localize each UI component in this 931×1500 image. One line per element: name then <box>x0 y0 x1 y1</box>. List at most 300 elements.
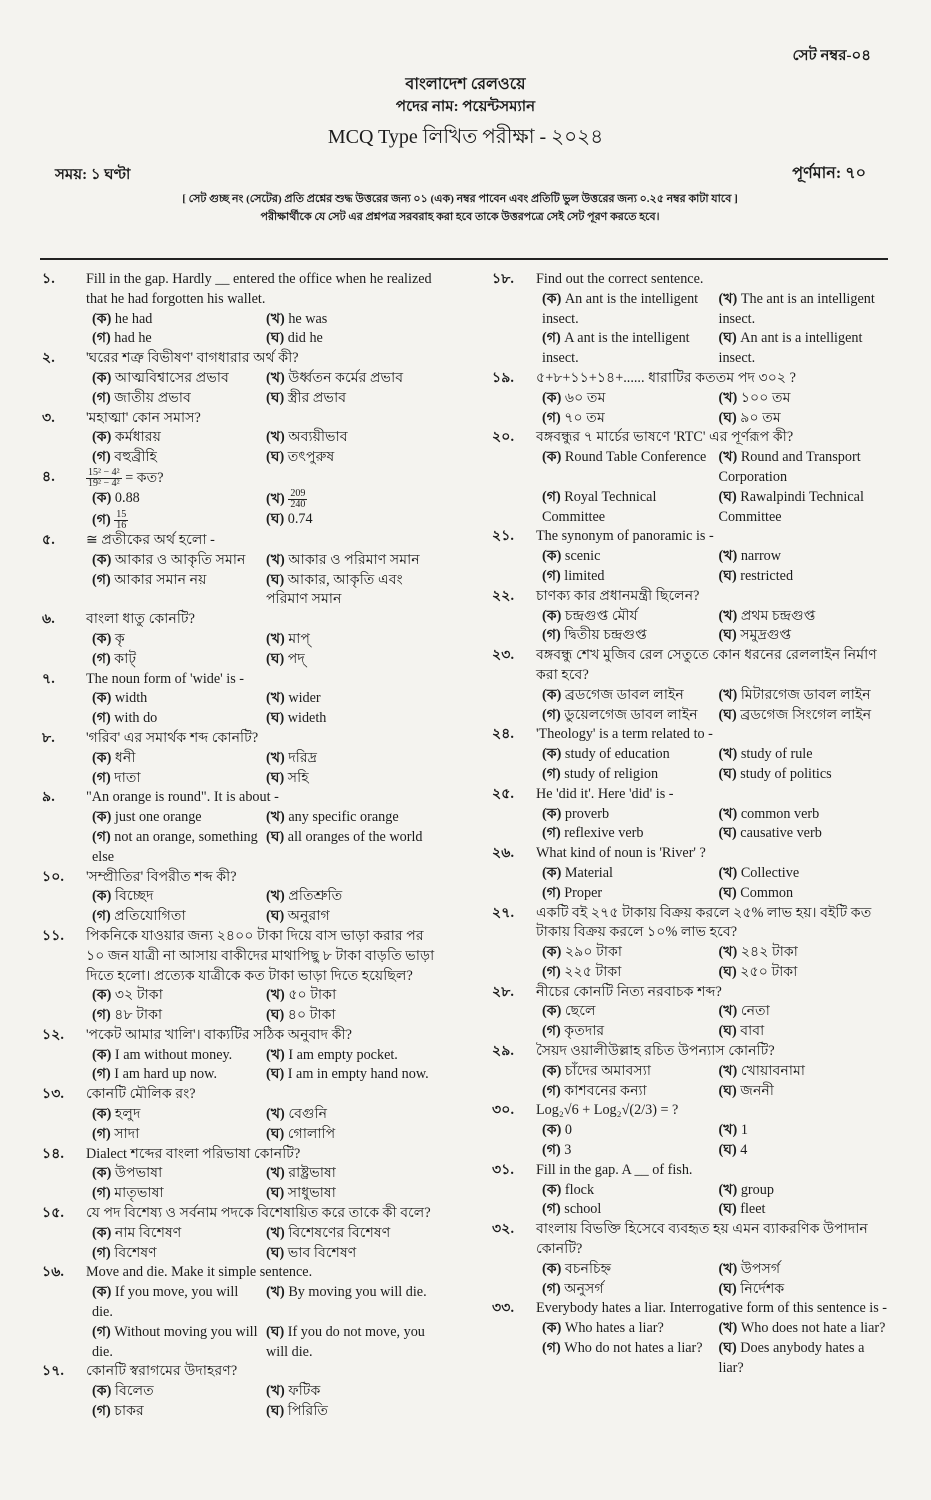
question-number: ১৫. <box>42 1205 64 1222</box>
option-text: did he <box>287 330 323 347</box>
option-grid <box>86 428 440 468</box>
option-label: (ঘ) <box>718 825 737 842</box>
option-label: (ক) <box>92 369 112 386</box>
answer-option <box>92 329 266 349</box>
option-label: (ঘ) <box>266 1323 285 1340</box>
answer-option <box>266 1224 440 1244</box>
option-text: Proper <box>564 884 603 901</box>
question-number: ২৪. <box>492 726 514 743</box>
option-label: (গ) <box>92 1007 111 1024</box>
answer-option <box>266 769 440 789</box>
answer-option <box>719 884 896 904</box>
option-text: জননী <box>740 1082 774 1099</box>
question-number: ১৭. <box>42 1363 64 1380</box>
option-text: An ant is the intelligent insect. <box>542 290 699 327</box>
question-text: পিকনিকে যাওয়ার জন্য ২৪০০ টাকা দিয়ে বাস ভাড়া করার পর ১০ জন যাত্রী না আসায় বাকীদের মাথাপিছু ৮ টাকা বাড়তি ভাড়া দিতে হলো। প্রত্যেক যাত্রীকে কত টাকা ভাড়া দিতে হয়েছিল? <box>86 927 435 984</box>
question-number: ২৫. <box>492 785 514 802</box>
option-text: Who does not hate a liar? <box>740 1320 886 1337</box>
answer-option <box>266 828 440 868</box>
question-number: ১৮. <box>492 271 514 287</box>
question-column-right <box>490 270 895 1379</box>
answer-option <box>719 686 896 706</box>
option-text: তৎপুরুষ <box>287 449 335 466</box>
question-text: "An orange is round". It is about - <box>86 789 279 806</box>
answer-option <box>542 824 719 844</box>
option-label: (ক) <box>92 987 112 1004</box>
answer-option <box>266 630 440 650</box>
option-grid <box>86 808 440 867</box>
option-text: পদ্ <box>287 650 305 667</box>
answer-option <box>92 389 266 409</box>
question-text: যে পদ বিশেষ্য ও সর্বনাম পদকে বিশেষায়িত করে তাকে কী বলে? <box>86 1205 431 1222</box>
option-label: (গ) <box>542 1201 561 1218</box>
answer-option <box>266 310 440 330</box>
option-text: The ant is an intelligent insect. <box>718 290 875 327</box>
answer-option <box>542 409 719 429</box>
answer-option <box>719 1181 896 1201</box>
option-text: study of politics <box>740 765 832 782</box>
option-label: (গ) <box>92 1125 111 1142</box>
question-text: What kind of noun is 'River' ? <box>536 845 706 862</box>
option-text: ৯০ তম <box>740 409 781 426</box>
option-label: (ক) <box>542 449 562 466</box>
fraction-denominator: 16 <box>116 519 127 531</box>
option-text: study of religion <box>564 765 659 782</box>
option-text: Who do not hates a liar? <box>564 1340 703 1357</box>
answer-option <box>92 1402 266 1422</box>
answer-option <box>542 1181 719 1201</box>
option-grid <box>86 369 440 409</box>
option-text: not an orange, something else <box>92 828 258 865</box>
answer-option <box>92 1006 266 1026</box>
option-text: Without moving you will die. <box>92 1323 258 1360</box>
answer-option <box>266 510 440 531</box>
option-label: (গ) <box>92 1066 111 1083</box>
option-label: (ক) <box>92 310 112 327</box>
option-label: (ঘ) <box>266 1125 285 1142</box>
answer-option <box>92 1323 266 1363</box>
answer-option <box>92 1244 266 1264</box>
option-text: উপসর্গ <box>740 1260 781 1277</box>
answer-option <box>542 626 719 646</box>
answer-option <box>266 986 440 1006</box>
option-text: সমুদ্রগুপ্ত <box>740 627 792 644</box>
answer-option <box>542 864 719 884</box>
option-grid <box>536 607 895 647</box>
answer-option <box>92 551 266 571</box>
question-number: ২২. <box>492 587 514 604</box>
option-text: কৃতদার <box>564 1023 605 1040</box>
answer-option <box>719 824 896 844</box>
option-text: ডুয়েলগেজ ডাবল লাইন <box>564 706 698 723</box>
option-text: flock <box>564 1181 595 1198</box>
answer-option <box>542 686 719 706</box>
answer-option <box>92 1105 266 1125</box>
answer-option <box>542 547 719 567</box>
option-text: ছেলে <box>564 1003 596 1020</box>
answer-option <box>719 963 896 983</box>
option-text: প্রতিশ্রুতি <box>288 888 343 905</box>
option-label: (ক) <box>542 746 562 763</box>
question-text: 'মহাত্মা' কোন সমাস? <box>86 409 201 426</box>
option-label: (খ) <box>718 389 738 406</box>
option-text: ৩২ টাকা <box>114 987 163 1004</box>
option-label: (ঘ) <box>718 1082 737 1099</box>
question-item <box>40 788 440 867</box>
answer-option <box>266 1382 440 1402</box>
option-text: ৭০ তম <box>564 409 605 426</box>
question-number: ৪. <box>42 468 55 485</box>
option-text: বিশেষণের বিশেষণ <box>288 1224 391 1241</box>
option-label: (ক) <box>542 1062 562 1079</box>
option-label: (ঘ) <box>718 409 737 426</box>
option-text: ফটিক <box>288 1383 321 1400</box>
question-text: 'পকেট আমার খালি'। বাক্যটির সঠিক অনুবাদ কী? <box>86 1026 352 1043</box>
answer-option <box>92 689 266 709</box>
answer-option <box>92 650 266 670</box>
set-number: সেট নম্বর-০৪ <box>792 48 871 64</box>
question-number: ৮. <box>42 729 55 746</box>
option-label: (ক) <box>92 1046 112 1063</box>
question-item <box>40 531 440 610</box>
option-label: (ঘ) <box>266 650 285 667</box>
option-label: (ঘ) <box>718 488 737 505</box>
answer-option <box>542 1260 719 1280</box>
option-text: দাতা <box>114 769 141 786</box>
option-text: উপভাষা <box>114 1165 163 1182</box>
answer-option <box>719 765 896 785</box>
exam-title: MCQ Type লিখিত পরীক্ষা - ২০২৪ <box>327 126 604 148</box>
option-text: just one orange <box>114 809 202 826</box>
answer-option <box>92 986 266 1006</box>
question-number: ১৬. <box>42 1264 64 1281</box>
option-grid <box>536 1181 895 1221</box>
question-text: বাংলা ধাতু কোনটি? <box>86 611 195 628</box>
option-grid <box>536 805 895 845</box>
answer-option <box>719 389 896 409</box>
option-label: (খ) <box>266 369 285 386</box>
question-number: ৩. <box>42 409 55 426</box>
option-text: ২৪২ টাকা <box>740 944 798 961</box>
option-text: ভাব বিশেষণ <box>287 1244 357 1261</box>
option-label: (খ) <box>266 429 285 446</box>
answer-option <box>266 709 440 729</box>
question-number: ১১. <box>42 927 64 944</box>
option-fraction <box>114 510 128 531</box>
option-text: Round and Transport Corporation <box>718 449 861 485</box>
question-item <box>490 1101 895 1160</box>
question-number: ২৭. <box>492 904 514 921</box>
answer-option <box>719 1062 896 1082</box>
option-grid <box>536 1121 895 1161</box>
option-fraction <box>288 489 307 510</box>
option-label: (গ) <box>92 1323 111 1340</box>
answer-option <box>542 745 719 765</box>
option-text: group <box>740 1181 774 1198</box>
option-text: I am hard up now. <box>114 1066 217 1083</box>
question-item <box>40 1026 440 1085</box>
option-grid <box>86 1382 440 1422</box>
full-marks: পূর্ণমান: ৭০ <box>792 165 866 182</box>
option-label: (ক) <box>92 551 112 568</box>
option-text: restricted <box>740 567 794 584</box>
question-item <box>490 270 895 369</box>
option-text: he had <box>114 310 153 327</box>
option-text: common verb <box>740 805 820 822</box>
option-text: wider <box>288 690 321 707</box>
option-text: By moving you will die. <box>288 1284 427 1301</box>
answer-option <box>542 329 719 369</box>
instruction-line: পরীক্ষার্থীকে যে সেট এর প্রশ্নপত্র সরবরাহ করা হবে তাকে উত্তরপত্রে সেই সেট পূরণ করতে হবে। <box>260 211 660 223</box>
option-text: দরিদ্র <box>288 749 318 766</box>
question-text: ৫+৮+১১+১৪+...... ধারাটির কততম পদ ৩০২ ? <box>536 369 796 386</box>
option-text: কর্মধারয় <box>114 429 161 446</box>
option-grid <box>536 547 895 587</box>
option-text: অনুরাগ <box>287 908 330 925</box>
answer-option <box>266 1323 440 1363</box>
option-label: (খ) <box>266 749 285 766</box>
option-label: (খ) <box>718 944 738 961</box>
answer-option <box>92 489 266 510</box>
option-text: school <box>564 1201 602 1218</box>
option-text: আকার, আকৃতি এবং পরিমাণ সমান <box>266 571 403 608</box>
answer-option <box>542 1339 719 1379</box>
option-label: (গ) <box>92 330 111 347</box>
option-grid <box>536 686 895 726</box>
answer-option <box>92 571 266 611</box>
question-item <box>490 785 895 844</box>
answer-option <box>266 1244 440 1264</box>
option-text: ৫০ টাকা <box>288 987 337 1004</box>
option-text: দ্বিতীয় চন্দ্রগুপ্ত <box>564 627 647 644</box>
option-label: (গ) <box>542 409 561 426</box>
option-text: প্রতিযোগিতা <box>114 908 186 925</box>
answer-option <box>92 448 266 468</box>
option-label: (ঘ) <box>718 330 737 347</box>
option-text: 3 <box>564 1142 572 1159</box>
fraction-numerator: 15 <box>116 508 127 520</box>
option-label: (গ) <box>542 1023 561 1040</box>
answer-option <box>92 1184 266 1204</box>
answer-option <box>542 1082 719 1102</box>
answer-option <box>266 551 440 571</box>
question-text: Everybody hates a liar. Interrogative form of this sentence is - <box>536 1300 888 1317</box>
option-label: (ক) <box>542 389 562 406</box>
option-label: (ঘ) <box>266 1244 285 1261</box>
option-text: I am in empty hand now. <box>287 1066 429 1083</box>
question-number: ২. <box>42 350 55 367</box>
answer-option <box>266 1065 440 1085</box>
option-label: (খ) <box>718 1260 738 1277</box>
option-text: ৪০ টাকা <box>287 1007 336 1024</box>
option-label: (খ) <box>266 690 285 707</box>
question-item <box>490 428 895 527</box>
question-number: ২৩. <box>492 647 514 664</box>
option-text: ২২৫ টাকা <box>564 963 622 980</box>
question-item <box>490 904 895 983</box>
answer-option <box>266 571 440 611</box>
option-text: A ant is the intelligent insect. <box>542 330 690 367</box>
question-number: ১২. <box>42 1026 64 1043</box>
option-text: study of rule <box>740 746 813 763</box>
option-text: he was <box>288 310 328 327</box>
option-text: মাপ্ <box>288 630 310 647</box>
question-number: ১. <box>42 271 55 287</box>
option-label: (ক) <box>542 805 562 822</box>
question-number: ৩০. <box>492 1102 514 1119</box>
answer-option <box>266 1283 440 1323</box>
option-label: (ঘ) <box>266 571 285 588</box>
option-text: causative verb <box>740 825 822 842</box>
option-label: (ক) <box>542 1260 562 1277</box>
question-text: 'গরিব' এর সমার্থক শব্দ কোনটি? <box>86 729 259 746</box>
answer-option <box>266 907 440 927</box>
option-label: (ক) <box>542 548 562 565</box>
option-label: (গ) <box>92 650 111 667</box>
question-item <box>40 1145 440 1204</box>
option-label: (ঘ) <box>718 963 737 980</box>
question-item <box>490 1042 895 1101</box>
option-label: (ক) <box>542 686 562 703</box>
option-grid <box>86 887 440 927</box>
option-label: (ঘ) <box>718 1142 737 1159</box>
answer-option <box>719 448 896 488</box>
option-text: ৪৮ টাকা <box>114 1007 163 1024</box>
answer-option <box>719 1339 896 1379</box>
question-number: ৩২. <box>492 1221 514 1238</box>
option-text: Common <box>740 884 794 901</box>
question-item <box>40 868 440 927</box>
option-text: Rawalpindi Technical Committee <box>718 488 864 525</box>
answer-option <box>92 709 266 729</box>
option-label: (গ) <box>92 710 111 727</box>
question-text: 'সম্প্রীতির' বিপরীত শব্দ কী? <box>86 868 237 885</box>
option-label: (গ) <box>542 706 561 723</box>
question-item <box>40 1263 440 1362</box>
answer-option <box>542 567 719 587</box>
option-label: (ঘ) <box>266 449 285 466</box>
answer-option <box>92 310 266 330</box>
fraction-numerator: 209 <box>290 487 306 499</box>
answer-option <box>719 1280 896 1300</box>
option-text: বেগুনি <box>288 1106 328 1123</box>
question-number: ৬. <box>42 611 55 628</box>
option-label: (গ) <box>92 769 111 786</box>
answer-option <box>542 607 719 627</box>
answer-option <box>266 1402 440 1422</box>
option-grid <box>86 630 440 670</box>
answer-option <box>542 765 719 785</box>
option-label: (খ) <box>718 686 738 703</box>
option-label: (খ) <box>718 548 738 565</box>
option-label: (খ) <box>266 490 285 507</box>
option-text: রাষ্ট্রভাষা <box>288 1165 336 1182</box>
answer-option <box>542 1280 719 1300</box>
answer-option <box>719 409 896 429</box>
option-text: চাঁদের অমাবস্যা <box>564 1062 651 1079</box>
question-text: The synonym of panoramic is - <box>536 528 714 545</box>
option-text: সাদা <box>114 1125 140 1142</box>
option-label: (খ) <box>718 1122 738 1139</box>
option-label: (খ) <box>718 864 738 881</box>
answer-option <box>542 1062 719 1082</box>
answer-option <box>266 1105 440 1125</box>
option-text: আকার ও পরিমাণ সমান <box>288 551 420 568</box>
option-text: proverb <box>564 805 610 822</box>
question-item <box>40 468 440 531</box>
option-text: মাতৃভাষা <box>114 1185 164 1202</box>
option-label: (খ) <box>266 1284 285 1301</box>
question-item <box>40 349 440 408</box>
option-label: (ঘ) <box>718 627 737 644</box>
answer-option <box>542 706 719 726</box>
option-text: চাকর <box>114 1403 144 1420</box>
question-text: The noun form of 'wide' is - <box>86 670 244 687</box>
answer-option <box>719 607 896 627</box>
option-grid <box>86 1283 440 1362</box>
option-label: (খ) <box>266 1046 285 1063</box>
answer-option <box>266 650 440 670</box>
answer-option <box>92 1224 266 1244</box>
question-text: নীচের কোনটি নিত্য নরবাচক শব্দ? <box>536 983 722 1000</box>
question-number: ২৮. <box>492 983 514 1000</box>
option-label: (ঘ) <box>718 884 737 901</box>
option-label: (গ) <box>542 963 561 980</box>
answer-option <box>542 943 719 963</box>
option-text: An ant is a intelligent insect. <box>718 330 863 367</box>
answer-option <box>266 329 440 349</box>
answer-option <box>719 706 896 726</box>
option-label: (ঘ) <box>266 389 285 406</box>
answer-option <box>266 428 440 448</box>
option-text: কৃ <box>114 630 125 647</box>
answer-option <box>92 907 266 927</box>
question-item <box>40 670 440 729</box>
option-label: (ক) <box>542 290 562 307</box>
question-text: কোনটি স্বরাগমের উদাহরণ? <box>86 1363 238 1380</box>
answer-option <box>266 369 440 389</box>
answer-option <box>719 805 896 825</box>
option-text: কাশবনের কন্যা <box>564 1082 647 1099</box>
option-text: wideth <box>287 710 327 727</box>
option-label: (ক) <box>542 864 562 881</box>
option-text: বিলেত <box>114 1383 154 1400</box>
option-text: Round Table Conference <box>564 449 707 466</box>
option-grid <box>86 551 440 610</box>
option-text: ধনী <box>114 749 136 766</box>
option-label: (ঘ) <box>266 1007 285 1024</box>
question-item <box>40 1362 440 1421</box>
option-label: (গ) <box>92 511 111 528</box>
answer-option <box>266 1164 440 1184</box>
question-text: সৈয়দ ওয়ালীউল্লাহ রচিত উপন্যাস কোনটি? <box>536 1043 775 1060</box>
option-label: (খ) <box>266 1383 285 1400</box>
answer-option <box>266 1184 440 1204</box>
option-label: (খ) <box>718 1003 738 1020</box>
option-label: (গ) <box>92 1244 111 1261</box>
answer-option <box>92 1065 266 1085</box>
question-number: ১৯. <box>492 369 514 386</box>
option-label: (ক) <box>92 1165 112 1182</box>
option-label: (গ) <box>542 627 561 644</box>
option-text: গোলাপি <box>287 1125 336 1142</box>
option-label: (খ) <box>266 1165 285 1182</box>
option-text: বাবা <box>740 1023 765 1040</box>
option-label: (খ) <box>718 290 738 307</box>
option-text: 0.88 <box>114 489 140 506</box>
option-text: fleet <box>740 1201 766 1218</box>
option-grid <box>536 1002 895 1042</box>
